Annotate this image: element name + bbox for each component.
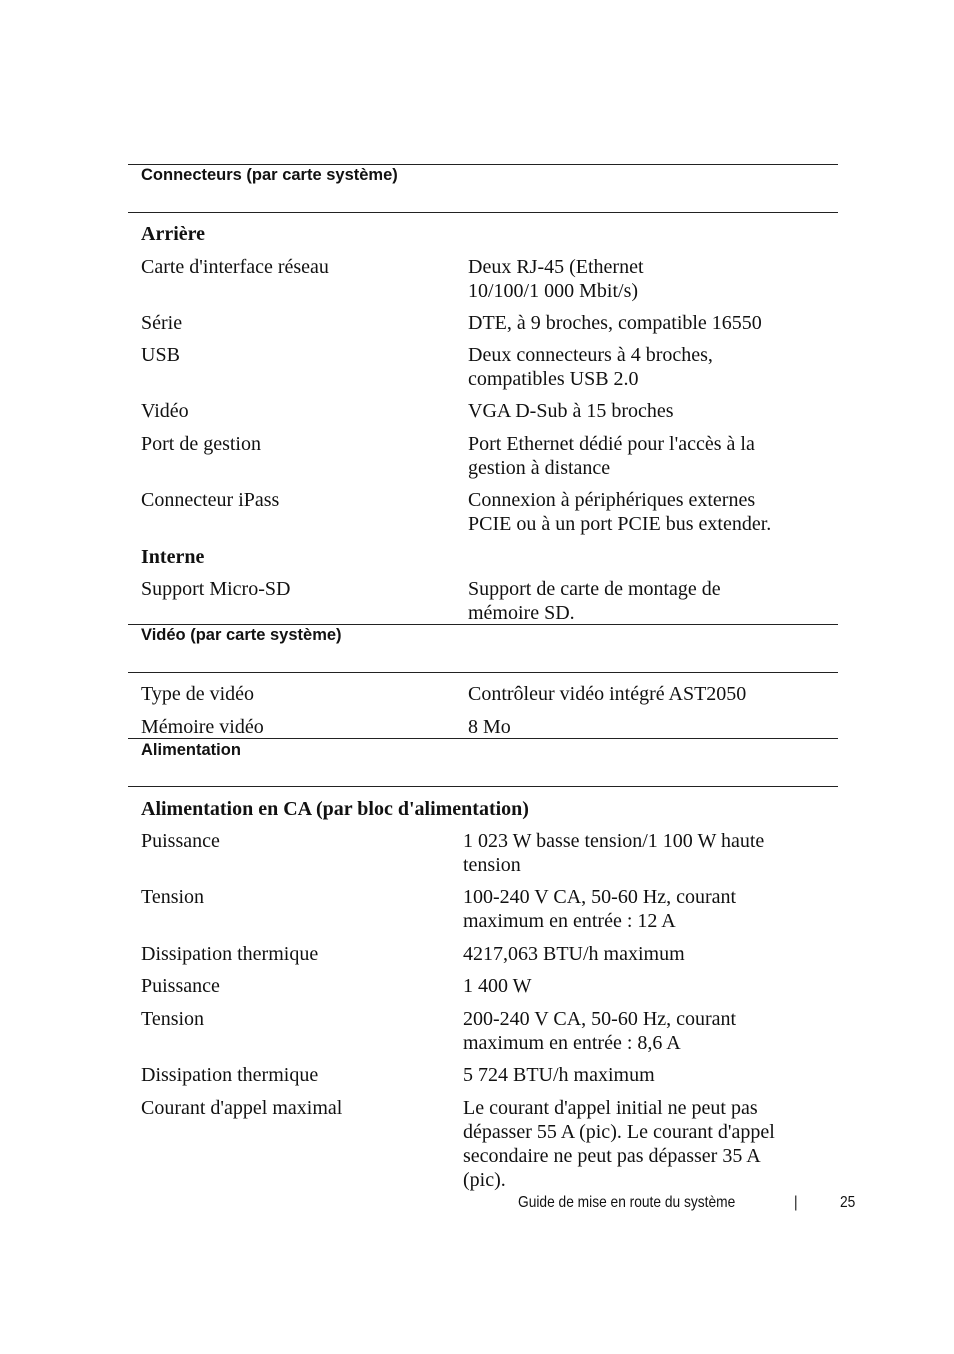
subheading-internal: Interne xyxy=(141,546,205,568)
section-rule-top xyxy=(128,738,838,739)
spec-value: Le courant d'appel initial ne peut pas dépasser 55 A (pic). Le courant d'appel secondaire ne peut pas dépasser 35 A (pic). xyxy=(463,1097,775,1191)
spec-label: Dissipation thermique xyxy=(141,943,319,965)
spec-value: 4217,063 BTU/h maximum xyxy=(463,943,685,965)
spec-label: Courant d'appel maximal xyxy=(141,1097,343,1119)
spec-value: 100-240 V CA, 50-60 Hz, courant maximum en entrée : 12 A xyxy=(463,886,737,932)
section-rule-bottom xyxy=(128,212,838,213)
spec-label: Vidéo xyxy=(141,400,189,422)
spec-value: Deux RJ-45 (Ethernet 10/100/1 000 Mbit/s) xyxy=(468,256,644,302)
section-rule-bottom xyxy=(128,672,838,673)
spec-label: Dissipation thermique xyxy=(141,1064,319,1086)
spec-label: Connecteur iPass xyxy=(141,489,280,511)
spec-value: 200-240 V CA, 50-60 Hz, courant maximum en entrée : 8,6 A xyxy=(463,1008,737,1054)
spec-value: Support de carte de montage de mémoire SD. xyxy=(468,578,721,624)
subheading-ac-power: Alimentation en CA (par bloc d'alimentation) xyxy=(141,798,529,820)
spec-label: USB xyxy=(141,344,180,366)
spec-label: Carte d'interface réseau xyxy=(141,256,329,278)
spec-value: 1 400 W xyxy=(463,975,532,997)
footer-separator: | xyxy=(794,1194,798,1211)
spec-value: 8 Mo xyxy=(468,716,511,738)
spec-value: Port Ethernet dédié pour l'accès à la gestion à distance xyxy=(468,433,755,479)
subheading-rear: Arrière xyxy=(141,223,206,245)
spec-label: Mémoire vidéo xyxy=(141,716,264,738)
spec-value: 1 023 W basse tension/1 100 W haute tension xyxy=(463,830,765,876)
spec-label: Support Micro-SD xyxy=(141,578,291,600)
spec-label: Puissance xyxy=(141,830,220,852)
spec-label: Port de gestion xyxy=(141,433,261,455)
section-title-connectors: Connecteurs (par carte système) xyxy=(141,166,398,184)
spec-label: Puissance xyxy=(141,975,220,997)
spec-value: Deux connecteurs à 4 broches, compatibles USB 2.0 xyxy=(468,344,713,390)
section-title-video: Vidéo (par carte système) xyxy=(141,626,342,644)
spec-label: Tension xyxy=(141,886,205,908)
spec-value: 5 724 BTU/h maximum xyxy=(463,1064,655,1086)
spec-label: Type de vidéo xyxy=(141,683,255,705)
spec-label: Série xyxy=(141,312,183,334)
spec-value: DTE, à 9 broches, compatible 16550 xyxy=(468,312,762,334)
section-title-power: Alimentation xyxy=(141,741,241,759)
spec-label: Tension xyxy=(141,1008,205,1030)
spec-value: Connexion à périphériques externes PCIE ou à un port PCIE bus extender. xyxy=(468,489,772,535)
footer-guide-title: Guide de mise en route du système xyxy=(518,1194,736,1211)
section-rule-bottom xyxy=(128,786,838,787)
page-number: 25 xyxy=(840,1194,856,1211)
spec-value: VGA D-Sub à 15 broches xyxy=(468,400,674,422)
spec-value: Contrôleur vidéo intégré AST2050 xyxy=(468,683,747,705)
